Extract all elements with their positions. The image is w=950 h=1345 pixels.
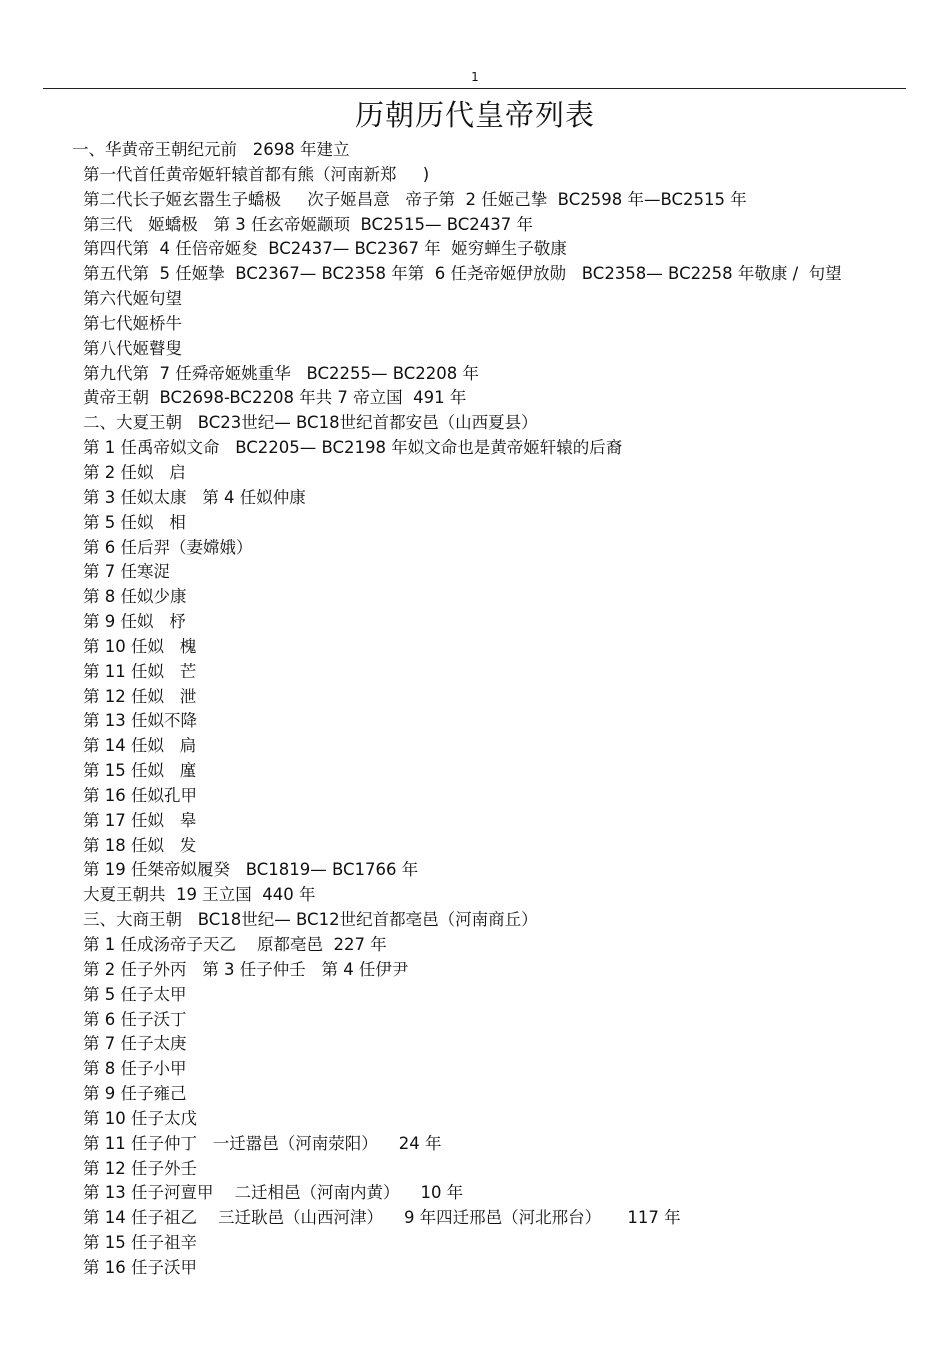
- text-line: 第 9 任姒 杼: [83, 612, 186, 632]
- text-line: 第 11 任子仲丁 一迁嚣邑（河南荥阳） 24 年: [83, 1133, 442, 1153]
- text-line: 第 19 任桀帝姒履癸 BC1819— BC1766 年: [83, 860, 419, 880]
- text-line: 第 15 任子祖辛: [83, 1233, 197, 1253]
- text-line: 第 12 任子外壬: [83, 1158, 197, 1178]
- text-line: 第 11 任姒 芒: [83, 661, 197, 681]
- text-line: 第 13 任子河亶甲 二迁相邑（河南内黄） 10 年: [83, 1183, 464, 1203]
- text-line: 第 3 任姒太康 第 4 任姒仲康: [83, 487, 306, 507]
- text-line: 第 13 任姒不降: [83, 711, 197, 731]
- document-title: 历朝历代皇帝列表: [354, 98, 595, 132]
- text-line: 第 9 任子雍己: [83, 1084, 187, 1104]
- text-line: 第 8 任姒少康: [83, 587, 187, 607]
- text-line: 第 15 任姒 廑: [83, 761, 197, 781]
- text-line: 二、大夏王朝 BC23世纪— BC18世纪首都安邑（山西夏县）: [83, 413, 538, 433]
- text-line: 第 1 任禹帝姒文命 BC2205— BC2198 年姒文命也是黄帝姬轩辕的后裔: [83, 438, 623, 458]
- text-line: 第二代长子姬玄嚣生子蟜极 次子姬昌意 帝子第 2 任姬己挚 BC2598 年—BC2515 年: [83, 189, 747, 209]
- text-line: 第一代首任黄帝姬轩辕首都有熊（河南新郑 ): [83, 164, 430, 184]
- text-line: 第 6 任子沃丁: [83, 1009, 187, 1029]
- text-line: 一、华黄帝王朝纪元前 2698 年建立: [72, 140, 350, 159]
- text-line: 第 5 任子太甲: [83, 984, 187, 1004]
- text-line: 第六代姬句望: [83, 289, 182, 309]
- text-line: 黄帝王朝 BC2698-BC2208 年共 7 帝立国 491 年: [83, 388, 467, 408]
- text-line: 第四代第 4 任倍帝姬夋 BC2437— BC2367 年 姬穷蝉生子敬康: [83, 239, 567, 259]
- text-line: 第 2 任子外丙 第 3 任子仲壬 第 4 任伊尹: [83, 959, 409, 979]
- text-line: 第 7 任寒浞: [83, 562, 170, 582]
- text-line: 第 7 任子太庚: [83, 1034, 187, 1054]
- text-line: 第五代第 5 任姬挚 BC2367— BC2358 年第 6 任尧帝姬伊放勋 BC2358— BC2258 年敬康 / 句望: [83, 264, 842, 284]
- text-line: 第 16 任子沃甲: [83, 1257, 197, 1277]
- text-line: 第 14 任姒 扃: [83, 736, 197, 756]
- text-line: 第 1 任成汤帝子天乙 原都亳邑 227 年: [83, 935, 387, 954]
- text-line: 第 16 任姒孔甲: [83, 785, 197, 805]
- document-body: [0, 138, 950, 1281]
- text-line: 第 17 任姒 皋: [83, 810, 197, 830]
- text-line: 第 18 任姒 发: [83, 835, 197, 855]
- text-line: 大夏王朝共 19 王立国 440 年: [83, 885, 316, 905]
- text-line: 第 10 任姒 槐: [83, 636, 197, 656]
- text-line: 第 12 任姒 泄: [83, 686, 197, 706]
- text-line: 第八代姬瞽叟: [83, 338, 182, 358]
- text-line: 第 10 任子太戊: [83, 1108, 197, 1128]
- text-line: 第七代姬桥牛: [83, 313, 182, 333]
- text-line: 第 14 任子祖乙 三迁耿邑（山西河津） 9 年四迁邢邑（河北邢台） 117 年: [83, 1208, 681, 1228]
- text-line: 三、大商王朝 BC18世纪— BC12世纪首都亳邑（河南商丘）: [83, 910, 538, 930]
- header-rule: [43, 88, 906, 89]
- text-line: 第三代 姬蟜极 第 3 任玄帝姬颛顼 BC2515— BC2437 年: [83, 214, 534, 234]
- text-line: 第 6 任后羿（妻嫦娥）: [83, 537, 253, 557]
- page-number: 1: [471, 70, 479, 84]
- text-line: 第 2 任姒 启: [83, 462, 186, 482]
- text-line: 第 8 任子小甲: [83, 1059, 187, 1079]
- text-line: 第 5 任姒 相: [83, 512, 186, 532]
- text-line: 第九代第 7 任舜帝姬姚重华 BC2255— BC2208 年: [83, 363, 480, 383]
